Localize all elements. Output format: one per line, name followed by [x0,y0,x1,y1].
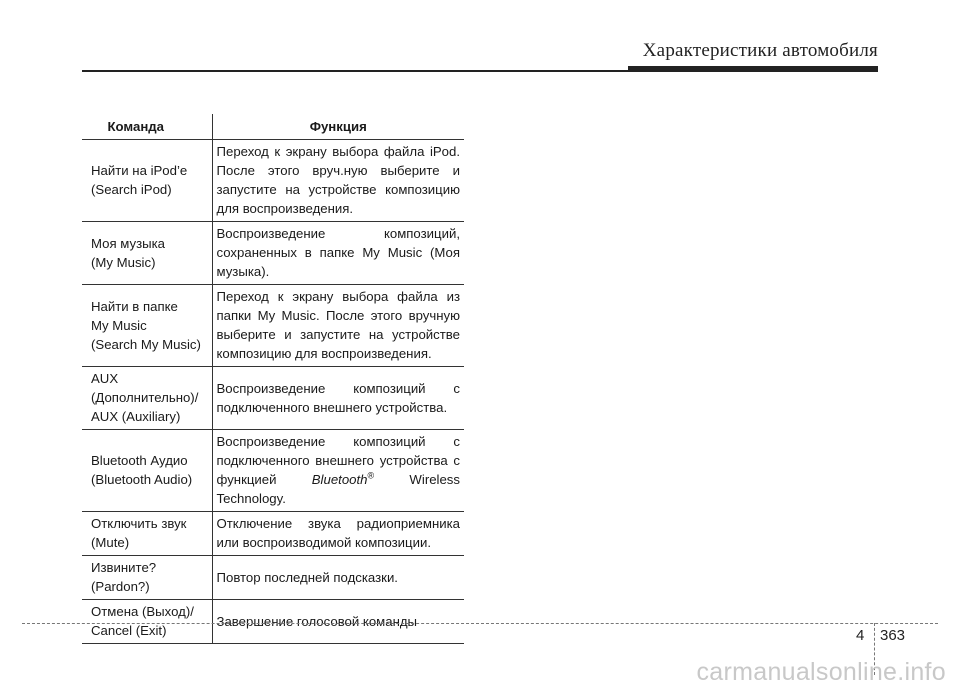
command-cell: Bluetooth Аудио (Bluetooth Audio) [82,430,212,512]
table-row [82,367,464,430]
function-cell: Повтор последней подсказки. [212,556,464,600]
footer-divider [22,623,938,624]
command-cell: Найти на iPod’e (Search iPod) [82,140,212,222]
table-row [82,222,464,285]
function-cell: Воспроизведение композиций с подключенного внешнего устройства с функцией Bluetooth® Wireless Technology. [212,430,464,512]
page-header-title: Характеристики автомобиля [642,40,878,61]
function-cell: Воспроизведение композиций с подключенного внешнего устройства. [212,367,464,430]
function-cell: Отключение звука радиоприемника или воспроизводимой композиции. [212,512,464,556]
command-cell: Извините? (Pardon?) [82,556,212,600]
table-row [82,556,464,600]
table-row [82,512,464,556]
table-header-row [82,114,464,140]
table-row [82,600,464,644]
header-rule-thick [628,66,878,72]
command-cell: Отмена (Выход)/ Cancel (Exit) [82,600,212,644]
command-cell: Моя музыка (My Music) [82,222,212,285]
command-cell: Отключить звук (Mute) [82,512,212,556]
page-number: 363 [880,627,906,644]
watermark-text: carmanualsonline.info [696,658,946,686]
column-header-command: Команда [82,114,212,140]
function-cell: Завершение голосовой команды [212,600,464,644]
voice-command-table [82,114,464,644]
function-cell: Воспроизведение композиций, сохраненных в папке My Music (Моя музыка). [212,222,464,285]
column-header-function: Функция [212,114,464,140]
command-cell: AUX (Дополнительно)/ AUX (Auxiliary) [82,367,212,430]
function-cell: Переход к экрану выбора файла из папки My Music. После этого вручную выберите и запустите на устройстве композицию для воспроизведения. [212,285,464,367]
command-cell: Найти в папке My Music (Search My Music) [82,285,212,367]
table-row [82,430,464,512]
function-cell: Переход к экрану выбора файла iPod. После этого вруч.ную выберите и запустите на устройстве композицию для воспроизведения. [212,140,464,222]
table-row [82,285,464,367]
table-row [82,140,464,222]
chapter-number: 4 [856,627,865,644]
